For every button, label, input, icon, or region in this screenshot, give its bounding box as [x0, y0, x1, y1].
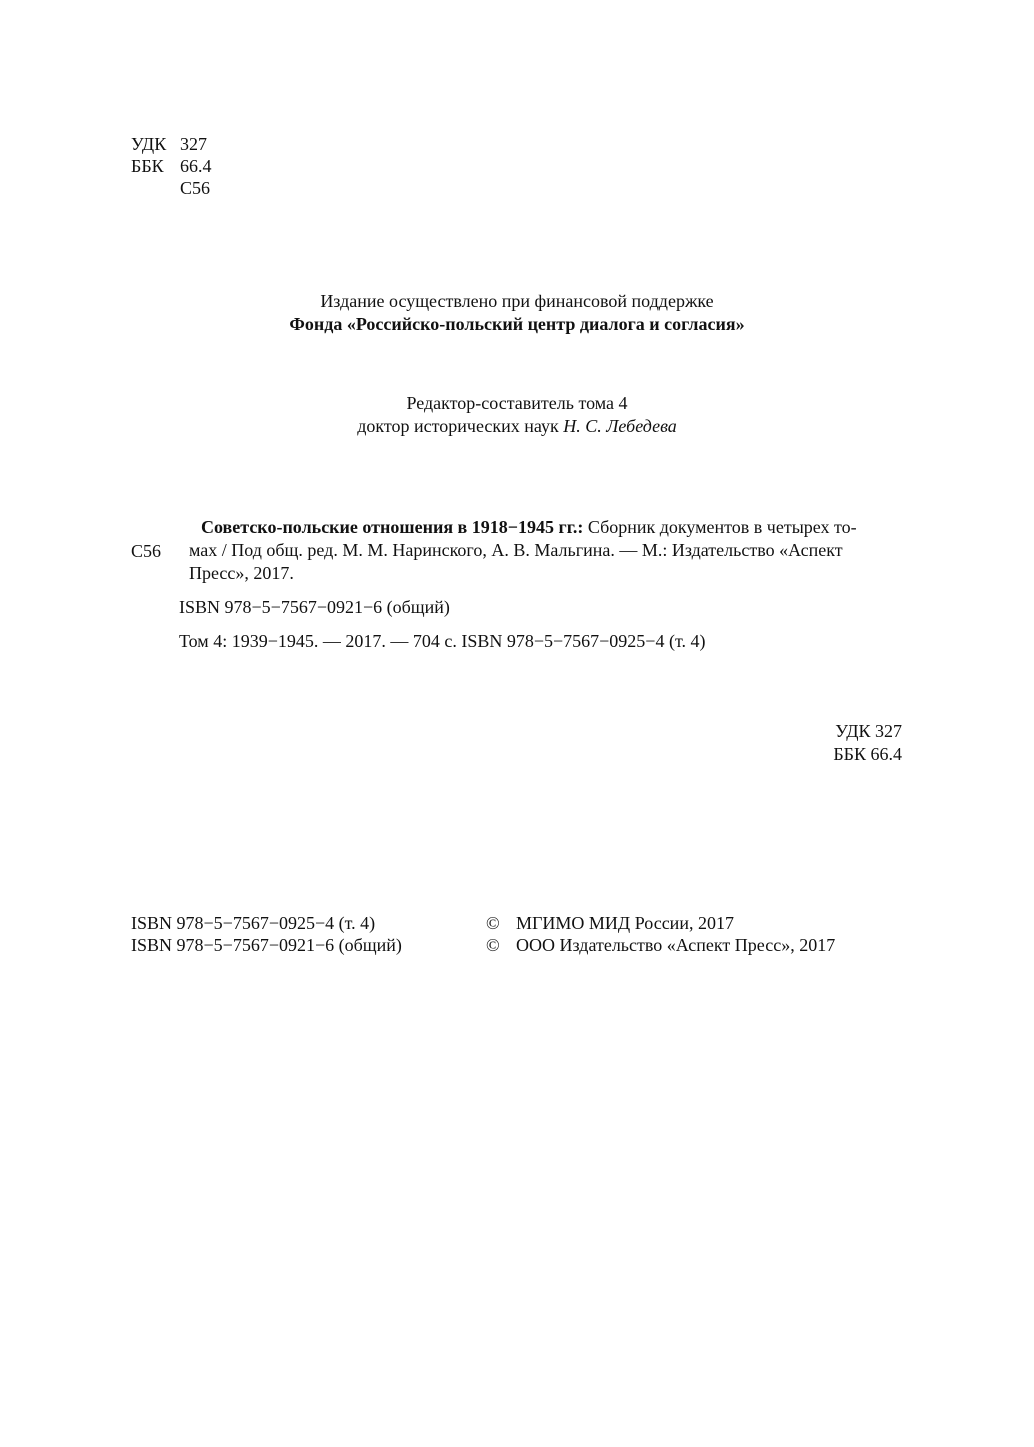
classification-block: [131, 133, 212, 199]
support-line-1: Издание осуществлено при финансовой поддержке: [320, 291, 714, 311]
annotation-line-2: мах / Под общ. ред. М. М. Наринского, А. В. Мальгина. — М.: Издательство «Аспект: [189, 540, 843, 560]
annotation-line-3: Пресс», 2017.: [189, 563, 294, 583]
copyright-item: [486, 934, 835, 956]
bbk-label: ББК: [131, 156, 164, 176]
right-bbk: ББК 66.4: [833, 744, 902, 764]
isbn-list: [131, 912, 402, 956]
copyright-item: [486, 912, 835, 934]
editor-line-2: [0, 415, 1034, 437]
cipher-row: [131, 177, 212, 199]
editor-line-1: Редактор-составитель тома 4: [406, 393, 628, 413]
support-line-2: Фонда «Российско-польский центр диалога и согласия»: [289, 314, 745, 334]
copyright-symbol: ©: [486, 913, 500, 933]
volume-line: Том 4: 1939−1945. — 2017. — 704 с. ISBN 978−5−7567−0925−4 (т. 4): [179, 631, 706, 651]
udk-row: [131, 133, 212, 155]
right-udk: УДК 327: [835, 721, 902, 741]
annotation-cipher: С56: [131, 541, 162, 561]
udk-value: 327: [180, 134, 207, 154]
udk-label: УДК: [131, 134, 167, 154]
author-cipher: С56: [180, 178, 211, 198]
isbn-general-line: ISBN 978−5−7567−0921−6 (общий): [179, 597, 450, 617]
bbk-value: 66.4: [180, 156, 212, 176]
annotation-line-1: [179, 516, 902, 539]
copyright-symbol: ©: [486, 935, 500, 955]
book-title: Советско-польские отношения в 1918−1945 гг.:: [201, 517, 584, 537]
annotation-line-1-rest: Сборник документов в четырех то-: [587, 517, 857, 537]
editor-name: Н. С. Лебедева: [563, 416, 677, 436]
copyright-list: [486, 912, 835, 956]
copyright-text: МГИМО МИД России, 2017: [516, 913, 734, 933]
editor-degree: доктор исторических наук: [357, 416, 559, 436]
bibliographic-annotation: [179, 516, 902, 585]
bbk-row: [131, 155, 212, 177]
isbn-volume: ISBN 978−5−7567−0925−4 (т. 4): [131, 913, 376, 933]
copyright-text: ООО Издательство «Аспект Пресс», 2017: [516, 935, 836, 955]
isbn-general: ISBN 978−5−7567−0921−6 (общий): [131, 935, 402, 955]
